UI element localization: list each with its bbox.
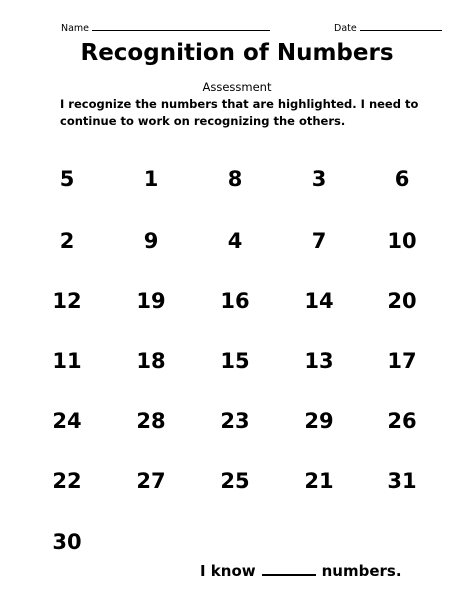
number-item: 31	[387, 469, 417, 493]
number-item: 4	[227, 229, 243, 253]
number-item: 6	[394, 167, 410, 191]
number-item: 1	[143, 167, 159, 191]
date-blank-line[interactable]	[360, 21, 442, 31]
count-blank-line[interactable]	[262, 560, 316, 576]
footer-prefix: I know	[200, 562, 256, 580]
name-label: Name	[61, 23, 90, 34]
date-field	[334, 21, 442, 34]
number-item: 13	[304, 349, 334, 373]
number-item: 15	[220, 349, 250, 373]
number-item: 19	[136, 289, 166, 313]
number-item: 25	[220, 469, 250, 493]
number-item: 3	[311, 167, 327, 191]
number-item: 12	[52, 289, 82, 313]
number-item: 11	[52, 349, 82, 373]
number-item: 26	[387, 409, 417, 433]
number-item: 24	[52, 409, 82, 433]
name-field	[61, 21, 270, 34]
number-item: 9	[143, 229, 159, 253]
name-blank-line[interactable]	[92, 21, 270, 31]
number-item: 18	[136, 349, 166, 373]
number-item: 8	[227, 167, 243, 191]
instructions-text: I recognize the numbers that are highlighted. I need to continue to work on recognizing the others.	[60, 97, 419, 128]
page-title: Recognition of Numbers	[80, 40, 394, 66]
number-item: 22	[52, 469, 82, 493]
number-item: 21	[304, 469, 334, 493]
number-item: 14	[304, 289, 334, 313]
number-item: 29	[304, 409, 334, 433]
number-item: 16	[220, 289, 250, 313]
number-item: 10	[387, 229, 417, 253]
footer-suffix: numbers.	[321, 562, 402, 580]
number-item: 20	[387, 289, 417, 313]
number-item: 2	[59, 229, 75, 253]
number-item: 27	[136, 469, 166, 493]
date-label: Date	[334, 23, 357, 34]
number-grid	[0, 166, 474, 566]
number-item: 30	[52, 530, 82, 554]
number-item: 5	[59, 167, 75, 191]
number-item: 23	[220, 409, 250, 433]
footer-summary	[200, 560, 402, 580]
number-item: 17	[387, 349, 417, 373]
page-subtitle: Assessment	[202, 80, 272, 94]
number-item: 28	[136, 409, 166, 433]
number-item: 7	[311, 229, 327, 253]
